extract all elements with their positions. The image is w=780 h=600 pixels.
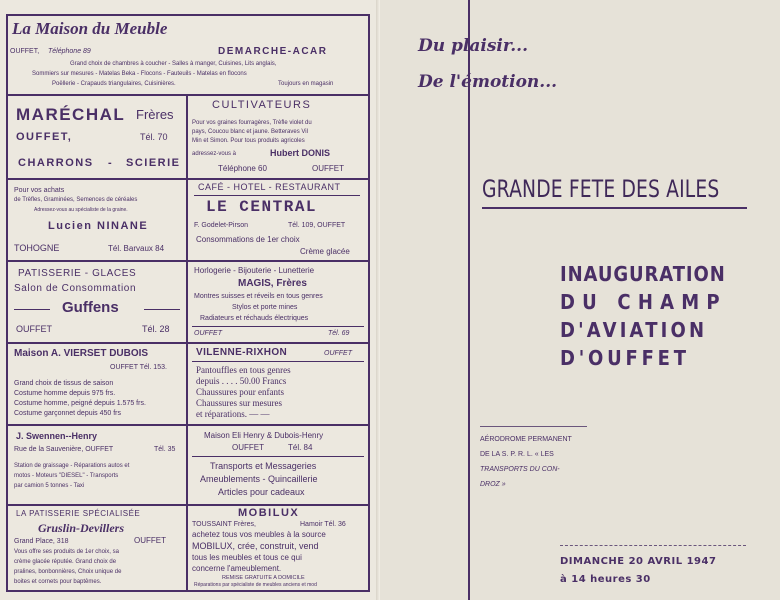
aerodrome-line2: DE LA S. P. R. L. « LES xyxy=(480,451,554,458)
guffens-sub: Salon de Consommation xyxy=(14,283,137,294)
mobilux-head: MOBILUX xyxy=(238,507,300,519)
gruslin-l1: Vous offre ses produits de 1er choix, sa xyxy=(14,549,119,555)
mobilux-l6: Réparations par spécialiste de meubles anciens et mod xyxy=(194,582,317,588)
ninane-name: Lucien NINANE xyxy=(48,220,149,232)
maison-phone: Téléphone 89 xyxy=(48,48,91,55)
event-title-underline xyxy=(482,207,747,209)
cultivateurs-l1: Pour vos graines fourragères, Trèfle violet du xyxy=(192,120,312,126)
magis-name: MAGIS, Frères xyxy=(238,278,307,289)
event-date: DIMANCHE 20 AVRIL 1947 xyxy=(560,556,717,567)
mobilux-l1: achetez tous vos meubles à la source xyxy=(192,530,326,539)
ad-gruslin-devillers xyxy=(8,506,186,590)
mobilux-l2: MOBILUX, crée, construit, vend xyxy=(192,541,319,551)
event-time: à 14 heures 30 xyxy=(560,574,651,585)
inauguration-line1: INAUGURATION xyxy=(560,262,726,286)
marechal-trade1: CHARRONS xyxy=(18,157,94,169)
ad-marechal xyxy=(8,96,186,178)
magis-head: Horlogerie - Bijouterie - Lunetterie xyxy=(194,266,315,275)
mobilux-firm: TOUSSAINT Frères, xyxy=(192,521,256,528)
left-page xyxy=(0,0,380,600)
henry-l1: Transports et Messageries xyxy=(210,461,317,471)
gruslin-name: Gruslin-Devillers xyxy=(38,521,125,535)
vilenne-l5: et réparations. — — xyxy=(196,409,270,419)
maison-line2: Sommiers sur mesures - Matelas Beka - Flocons - Fauteuils - Matelas en flocons xyxy=(32,71,247,77)
vilenne-l3: Chaussures pour enfants xyxy=(196,387,284,397)
mobilux-l3: tous les meubles et tous ce qui xyxy=(192,553,302,562)
cultivateurs-town: OUFFET xyxy=(312,164,344,173)
central-owner: F. Godelet-Pirson xyxy=(194,222,249,229)
guffens-tel: Tél. 28 xyxy=(142,324,170,334)
mobilux-l4: concerne l'ameublement. xyxy=(192,564,282,573)
central-l1: Consommations de 1er choix xyxy=(196,235,300,244)
ad-maison-du-meuble xyxy=(8,16,368,94)
vierset-l4: Costume garçonnet depuis 450 frs xyxy=(14,410,122,417)
aerodrome-line3: TRANSPORTS DU CON- xyxy=(480,466,560,473)
magis-tel: Tél. 69 xyxy=(328,330,350,337)
ad-swennen-henry xyxy=(8,426,186,504)
swennen-l1: Station de graissage - Réparations autos et xyxy=(14,463,130,469)
maison-line4: Toujours en magasin xyxy=(278,81,334,87)
gruslin-town: OUFFET xyxy=(134,536,166,545)
cultivateurs-l4: adressez-vous à xyxy=(192,151,237,157)
inauguration-line2: DU CHAMP xyxy=(560,290,727,314)
ninane-l2: de Trèfles, Graminées, Semences de céréales xyxy=(14,197,138,203)
cultivateurs-l3: Min et Simon. Pour tous produits agricoles xyxy=(192,138,305,144)
ad-vierset-dubois xyxy=(8,344,186,424)
event-title: GRANDE FETE DES AILES xyxy=(482,175,720,203)
maison-title: La Maison du Meuble xyxy=(12,19,168,38)
cultivateurs-name: Hubert DONIS xyxy=(270,148,331,158)
marechal-dash: - xyxy=(108,157,112,169)
vilenne-town: OUFFET xyxy=(324,350,352,357)
gruslin-l3: pralines, bonbonnières, Choix unique de xyxy=(14,569,122,575)
central-head: CAFÉ - HOTEL - RESTAURANT xyxy=(198,182,341,192)
cultivateurs-l2: pays, Coucou blanc et jaune. Betteraves Vil xyxy=(192,129,308,135)
ninane-l3: Adressez-vous au spécialiste de la graine. xyxy=(34,207,128,213)
swennen-l2: motos - Moteurs "DIESEL" - Transports xyxy=(14,473,119,479)
henry-l3: Articles pour cadeaux xyxy=(218,487,305,497)
ad-cultivateurs xyxy=(188,96,368,178)
vilenne-l4: Chaussures sur mesures xyxy=(196,398,282,408)
vilenne-name: VILENNE-RIXHON xyxy=(196,347,288,358)
swennen-name: J. Swennen--Henry xyxy=(16,431,98,441)
inauguration-line4: D'OUFFET xyxy=(560,346,690,370)
vilenne-l2: depuis . . . . 50.00 Francs xyxy=(196,376,287,386)
central-l2: Crème glacée xyxy=(300,247,350,256)
ad-magis xyxy=(188,262,368,342)
gruslin-head: LA PATISSERIE SPÉCIALISÉE xyxy=(16,509,141,518)
henry-l2: Ameublements - Quincaillerie xyxy=(200,474,318,484)
mobilux-tel: Hamoir Tél. 36 xyxy=(300,521,346,528)
magis-town: OUFFET xyxy=(194,330,222,337)
vierset-name: Maison A. VIERSET DUBOIS xyxy=(14,348,149,359)
ad-vilenne-rixhon xyxy=(188,344,368,424)
swennen-l3: par camion 5 tonnes - Taxi xyxy=(14,483,85,489)
tagline-plaisir: Du plaisir... xyxy=(418,36,529,56)
ad-le-central xyxy=(188,180,368,260)
gruslin-addr: Grand Place, 318 xyxy=(14,538,69,545)
aerodrome-line4: DROZ » xyxy=(480,481,506,488)
maison-town: OUFFET, xyxy=(10,48,40,55)
gruslin-l4: boites et cornets pour baptêmes. xyxy=(14,579,102,585)
magis-l3: Radiateurs et réchauds électriques xyxy=(200,315,309,322)
cultivateurs-phone: Téléphone 60 xyxy=(218,164,267,173)
vierset-l2: Costume homme depuis 975 frs. xyxy=(14,390,116,397)
ad-ninane xyxy=(8,180,186,260)
marechal-town: OUFFET, xyxy=(16,131,73,143)
marechal-trade2: SCIERIE xyxy=(126,157,181,169)
tagline-emotion: De l'émotion... xyxy=(418,72,558,92)
henry-name: Maison Eli Henry & Dubois-Henry xyxy=(204,431,324,440)
henry-tel: Tél. 84 xyxy=(288,443,313,452)
gruslin-l2: crème glacée réputée. Grand choix de xyxy=(14,559,117,565)
vierset-tel: OUFFET Tél. 153. xyxy=(110,364,167,371)
vierset-l1: Grand choix de tissus de saison xyxy=(14,380,114,387)
maison-line1: Grand choix de chambres à coucher - Salles à manger, Cuisines, Lits anglais, xyxy=(70,61,277,67)
ninane-l1: Pour vos achats xyxy=(14,187,65,194)
swennen-addr: Rue de la Sauvenière, OUFFET xyxy=(14,446,114,453)
central-tel: Tél. 109, OUFFET xyxy=(288,222,346,229)
aerodrome-line1: AÉRODROME PERMANENT xyxy=(480,436,572,443)
date-rule xyxy=(560,545,746,546)
guffens-name: Guffens xyxy=(62,299,119,316)
magis-l2: Stylos et porte mines xyxy=(232,304,298,311)
marechal-name: MARÉCHAL xyxy=(16,105,126,124)
mobilux-l5: REMISE GRATUITE A DOMICILE xyxy=(222,575,305,581)
ninane-town: TOHOGNE xyxy=(14,243,60,253)
vierset-l3: Costume homme, peigné depuis 1.575 frs. xyxy=(14,400,146,407)
inauguration-line3: D'AVIATION xyxy=(560,318,708,342)
maison-firm: DEMARCHE-ACAR xyxy=(218,46,328,57)
ad-mobilux xyxy=(188,506,368,590)
aerodrome-rule xyxy=(480,426,587,427)
maison-line3: Poëllerie - Crapauds triangulaires, Cuisinières. xyxy=(52,81,176,87)
ninane-tel: Tél. Barvaux 84 xyxy=(108,244,165,253)
marechal-tel: Tél. 70 xyxy=(140,132,168,142)
guffens-head: PATISSERIE - GLACES xyxy=(18,268,137,279)
ad-guffens xyxy=(8,262,186,342)
cultivateurs-title: CULTIVATEURS xyxy=(212,99,312,111)
vilenne-l1: Pantouffles en tous genres xyxy=(196,365,291,375)
ad-henry-dubois xyxy=(188,426,368,504)
central-name: LE CENTRAL xyxy=(206,198,318,216)
henry-town: OUFFET xyxy=(232,443,264,452)
magis-l1: Montres suisses et réveils en tous genres xyxy=(194,293,323,300)
marechal-suffix: Frères xyxy=(136,107,174,122)
guffens-town: OUFFET xyxy=(16,324,52,334)
swennen-tel: Tél. 35 xyxy=(154,446,176,453)
